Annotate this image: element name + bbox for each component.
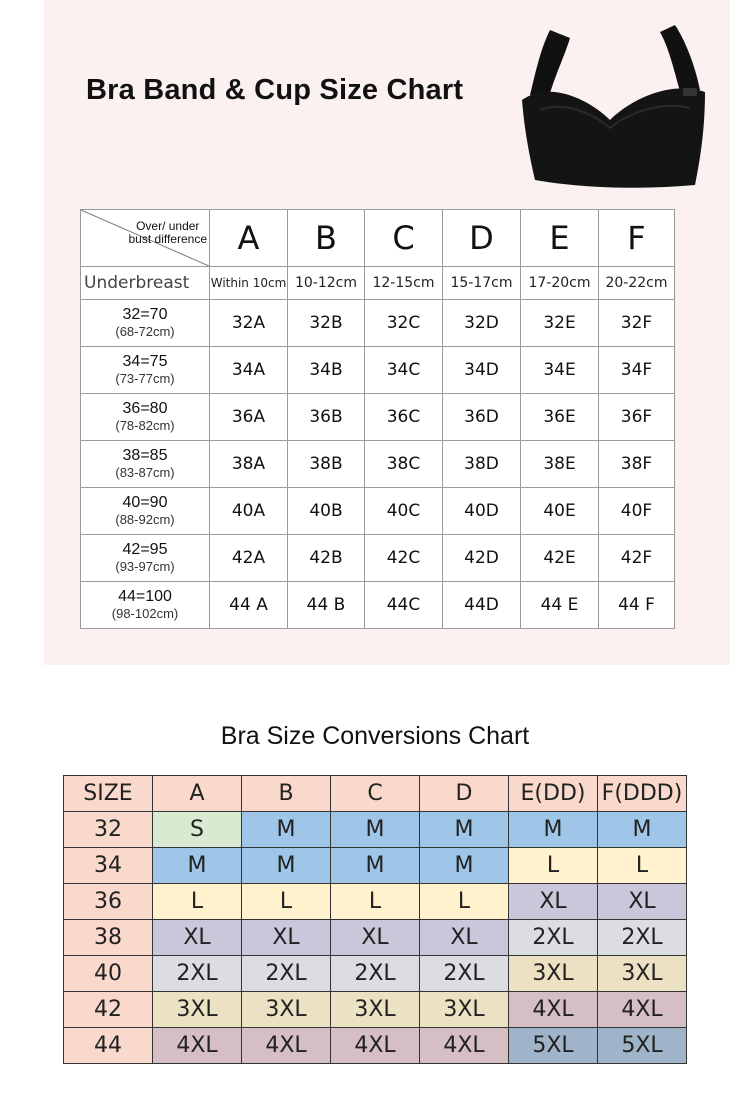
conversion-cell: L (598, 848, 687, 884)
conversion-cell: M (420, 812, 509, 848)
conversion-cell: XL (242, 920, 331, 956)
band-cup-chart-title: Bra Band & Cup Size Chart (86, 74, 464, 106)
size-label-cell: 44 (64, 1028, 153, 1064)
conversion-cell: 3XL (242, 992, 331, 1028)
range-header: 17-20cm (521, 267, 599, 300)
size-row (81, 488, 675, 535)
size-cell: 36F (599, 394, 675, 441)
band-cell: 38=85 (83-87cm) (81, 441, 210, 488)
conversion-cell: XL (153, 920, 242, 956)
size-cell: 38F (599, 441, 675, 488)
corner-label-top2: bust difference (128, 232, 207, 246)
conversion-cell: XL (420, 920, 509, 956)
header-cell: C (331, 776, 420, 812)
conversion-cell: S (153, 812, 242, 848)
conversion-cell: 2XL (331, 956, 420, 992)
conversion-cell: 4XL (598, 992, 687, 1028)
conversion-cell: 3XL (153, 992, 242, 1028)
conversion-cell: XL (509, 884, 598, 920)
size-cell: 36B (288, 394, 365, 441)
conversion-cell: L (509, 848, 598, 884)
conversion-cell: 3XL (598, 956, 687, 992)
cup-header: B (288, 210, 365, 267)
size-row (81, 582, 675, 629)
size-cell: 34B (288, 347, 365, 394)
conversion-cell: 4XL (153, 1028, 242, 1064)
size-cell: 34C (365, 347, 443, 394)
range-header: 12-15cm (365, 267, 443, 300)
size-cell: 44D (443, 582, 521, 629)
size-cell: 44 A (210, 582, 288, 629)
size-cell: 32E (521, 300, 599, 347)
range-header: 10-12cm (288, 267, 365, 300)
size-cell: 42A (210, 535, 288, 582)
conversion-cell: L (331, 884, 420, 920)
size-conversion-table (63, 775, 687, 1064)
size-cell: 38B (288, 441, 365, 488)
header-cell: D (420, 776, 509, 812)
header-cell: A (153, 776, 242, 812)
conversion-cell: L (242, 884, 331, 920)
conversion-chart-title: Bra Size Conversions Chart (220, 722, 530, 750)
header-cell: B (242, 776, 331, 812)
conversion-row (64, 992, 687, 1028)
size-cell: 32B (288, 300, 365, 347)
conversion-cell: 4XL (242, 1028, 331, 1064)
cup-header: A (210, 210, 288, 267)
conversion-cell: 2XL (420, 956, 509, 992)
size-row (81, 535, 675, 582)
size-cell: 34F (599, 347, 675, 394)
conversion-cell: M (331, 812, 420, 848)
conversion-cell: M (331, 848, 420, 884)
size-cell: 42D (443, 535, 521, 582)
conversion-cell: 2XL (598, 920, 687, 956)
size-label-cell: 40 (64, 956, 153, 992)
size-cell: 36D (443, 394, 521, 441)
conversion-cell: 3XL (331, 992, 420, 1028)
conversion-cell: M (242, 812, 331, 848)
conversion-cell: 3XL (509, 956, 598, 992)
conversion-cell: L (420, 884, 509, 920)
size-cell: 40C (365, 488, 443, 535)
cup-header: C (365, 210, 443, 267)
conversion-cell: 3XL (420, 992, 509, 1028)
corner-header-cell (81, 210, 210, 267)
header-cell: E(DD) (509, 776, 598, 812)
band-cup-size-table (80, 209, 675, 629)
conversion-cell: M (420, 848, 509, 884)
size-cell: 34E (521, 347, 599, 394)
conversion-cell: M (598, 812, 687, 848)
conversion-cell: XL (598, 884, 687, 920)
size-cell: 44 E (521, 582, 599, 629)
size-cell: 32C (365, 300, 443, 347)
size-row (81, 394, 675, 441)
size-cell: 40B (288, 488, 365, 535)
size-label-cell: 38 (64, 920, 153, 956)
size-cell: 36C (365, 394, 443, 441)
size-row (81, 347, 675, 394)
size-cell: 40D (443, 488, 521, 535)
size-cell: 42B (288, 535, 365, 582)
size-label-cell: 32 (64, 812, 153, 848)
size-cell: 32A (210, 300, 288, 347)
size-cell: 44C (365, 582, 443, 629)
range-header: 15-17cm (443, 267, 521, 300)
size-label-cell: 34 (64, 848, 153, 884)
conversion-row (64, 884, 687, 920)
conversion-cell: M (509, 812, 598, 848)
conversion-cell: 5XL (509, 1028, 598, 1064)
header-cell: F(DDD) (598, 776, 687, 812)
header-cell: SIZE (64, 776, 153, 812)
size-cell: 42E (521, 535, 599, 582)
conversion-cell: M (242, 848, 331, 884)
size-cell: 32D (443, 300, 521, 347)
conversion-cell: M (153, 848, 242, 884)
conversion-row (64, 848, 687, 884)
conversion-cell: 4XL (509, 992, 598, 1028)
range-header: Within 10cm (210, 267, 288, 300)
size-cell: 42F (599, 535, 675, 582)
conversion-row (64, 1028, 687, 1064)
corner-label-top: Over/ under (136, 219, 200, 233)
cup-header: F (599, 210, 675, 267)
size-cell: 38A (210, 441, 288, 488)
size-label-cell: 36 (64, 884, 153, 920)
size-cell: 42C (365, 535, 443, 582)
size-cell: 32F (599, 300, 675, 347)
conversion-row (64, 956, 687, 992)
size-cell: 40F (599, 488, 675, 535)
conversion-cell: 2XL (242, 956, 331, 992)
header-row (64, 776, 687, 812)
band-cell: 40=90 (88-92cm) (81, 488, 210, 535)
size-row (81, 300, 675, 347)
conversion-row (64, 812, 687, 848)
size-cell: 34D (443, 347, 521, 394)
conversion-cell: 4XL (420, 1028, 509, 1064)
size-cell: 34A (210, 347, 288, 394)
size-cell: 38C (365, 441, 443, 488)
band-cell: 44=100 (98-102cm) (81, 582, 210, 629)
size-cell: 44 B (288, 582, 365, 629)
size-row (81, 441, 675, 488)
size-cell: 40E (521, 488, 599, 535)
size-cell: 38D (443, 441, 521, 488)
conversion-cell: 2XL (509, 920, 598, 956)
underbreast-label: Underbreast (81, 267, 210, 300)
conversion-cell: L (153, 884, 242, 920)
conversion-cell: 2XL (153, 956, 242, 992)
band-cell: 32=70 (68-72cm) (81, 300, 210, 347)
range-header: 20-22cm (599, 267, 675, 300)
size-label-cell: 42 (64, 992, 153, 1028)
size-cell: 36A (210, 394, 288, 441)
size-cell: 36E (521, 394, 599, 441)
band-cell: 36=80 (78-82cm) (81, 394, 210, 441)
bra-product-image (510, 20, 715, 195)
band-cell: 34=75 (73-77cm) (81, 347, 210, 394)
conversion-row (64, 920, 687, 956)
conversion-cell: 5XL (598, 1028, 687, 1064)
size-cell: 44 F (599, 582, 675, 629)
conversion-cell: 4XL (331, 1028, 420, 1064)
band-cell: 42=95 (93-97cm) (81, 535, 210, 582)
conversion-cell: XL (331, 920, 420, 956)
cup-header: D (443, 210, 521, 267)
size-cell: 40A (210, 488, 288, 535)
size-cell: 38E (521, 441, 599, 488)
cup-header: E (521, 210, 599, 267)
